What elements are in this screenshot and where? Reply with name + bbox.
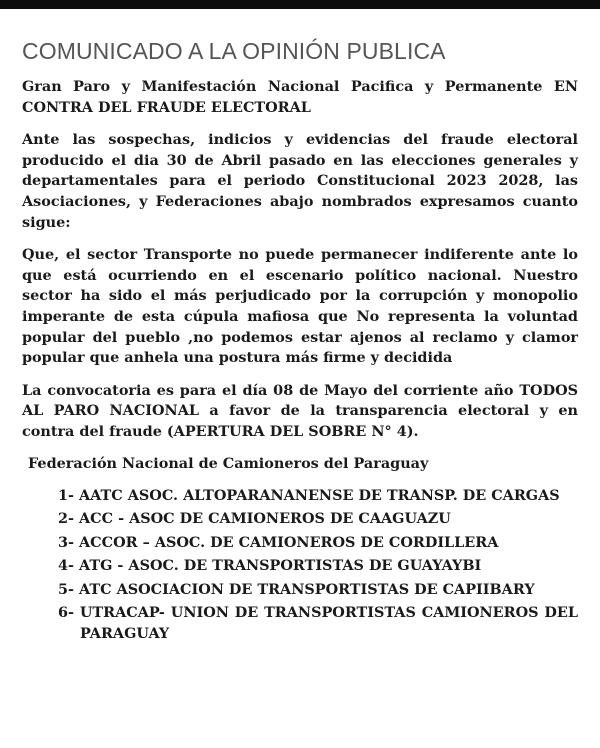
item-name: ASOC. DE TRANSPORTISTAS DE GUAYAYBI <box>128 557 482 575</box>
item-number: 5- <box>58 580 74 598</box>
item-name: ASOC DE CAMIONEROS DE CAAGUAZU <box>129 510 451 528</box>
item-number: 1- <box>58 486 74 504</box>
item-separator: - <box>112 557 124 575</box>
item-abbreviation: ACCOR <box>79 533 138 551</box>
item-number: 6- <box>58 604 74 622</box>
paragraph-sector: Que, el sector Transporte no puede permanecer indiferente ante lo que está ocurriendo en el escenario político nacional. Nuestro sector ha sido el más perjudicado por la corrupción y monopolio imperante de esta cúpula mafiosa que No representa la voluntad popular del pueblo ,no podemos estar ajenos al reclamo y clamor popular que anhela una postura más firme y decidida <box>22 246 578 367</box>
paragraph-intro: Ante las sospechas, indicios y evidencias del fraude electoral producido el dia 30 de Abril pasado en las elecciones generales y departamentales para el periodo Constitucional 2023 2028, las Asociaciones, y Federaciones abajo nombrados expresamos cuanto sigue: <box>22 131 578 231</box>
list-item <box>58 533 578 554</box>
paragraph-convocation: La convocatoria es para el día 08 de Mayo del corriente año TODOS AL PARO NACIONAL a favor de la transparencia electoral y en contra del fraude (APERTURA DEL SOBRE N° 4). <box>22 381 578 440</box>
item-abbreviation: ATC <box>79 580 112 598</box>
list-item <box>58 603 578 644</box>
document-page <box>22 38 578 648</box>
item-abbreviation: ATG <box>79 557 113 575</box>
list-item <box>58 486 578 507</box>
item-name: ASOCIACION DE TRANSPORTISTAS DE CAPIIBARY <box>116 580 535 598</box>
item-number: 4- <box>58 557 74 575</box>
item-abbreviation: AATC ASOC. <box>79 486 179 504</box>
list-item <box>58 509 578 530</box>
item-name: ALTOPARANANENSE DE TRANSP. DE CARGAS <box>183 486 560 504</box>
item-number: 2- <box>58 510 74 528</box>
item-abbreviation: UTRACAP- <box>79 604 165 622</box>
list-item <box>58 580 578 601</box>
paragraph-headline: Gran Paro y Manifestación Nacional Pacifica y Permanente EN CONTRA DEL FRAUDE ELECTORAL <box>22 78 578 116</box>
item-name: ASOC. DE CAMIONEROS DE CORDILLERA <box>154 533 499 551</box>
item-abbreviation: ACC <box>79 510 114 528</box>
item-name: UNION DE TRANSPORTISTAS CAMIONEROS DEL PARAGUAY <box>80 604 578 643</box>
association-list <box>22 486 578 645</box>
item-separator: – <box>137 533 150 551</box>
document-title: COMUNICADO A LA OPINIÓN PUBLICA <box>22 38 446 64</box>
federation-name: Federación Nacional de Camioneros del Paraguay <box>28 454 429 472</box>
top-border <box>0 0 600 9</box>
item-number: 3- <box>58 533 74 551</box>
item-separator: - <box>113 510 125 528</box>
list-item <box>58 556 578 577</box>
